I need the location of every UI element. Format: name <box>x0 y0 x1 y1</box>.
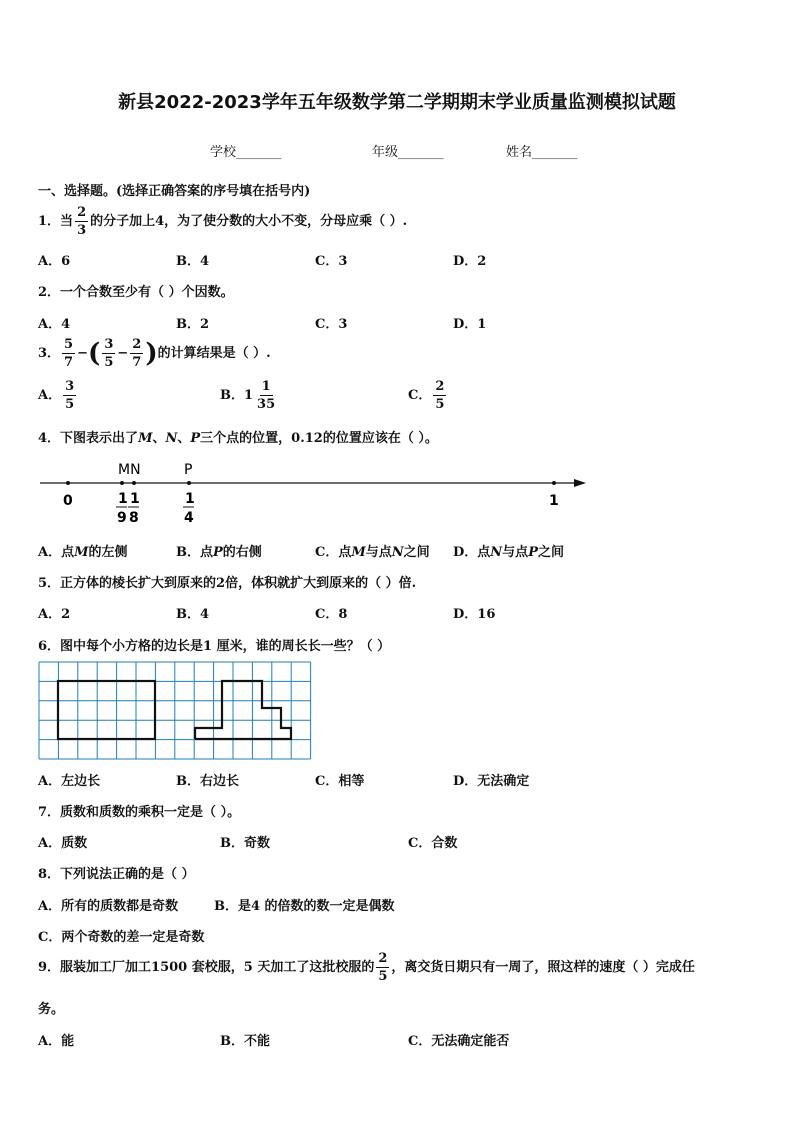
q3-b-num: 3 <box>104 337 114 352</box>
q8-option-b: B．是4 的倍数的数一定是偶数 <box>214 899 395 914</box>
q4-option-b-tail: 的右侧 <box>222 545 262 560</box>
tick-one-dot <box>552 481 556 485</box>
n-frac-den: 8 <box>129 510 139 526</box>
q4-text-a: 下图表示出了 <box>60 431 139 446</box>
point-n-dot <box>132 481 136 485</box>
q3-option-b-num: 1 <box>261 379 271 394</box>
q4-option-a-point: M <box>74 545 89 560</box>
p-frac-den: 4 <box>184 510 194 526</box>
q9-frac-num: 2 <box>378 951 388 966</box>
q4-text-b: 三个点的位置，0.12的位置应该在（ ）。 <box>200 431 438 446</box>
perimeter-grid-figure <box>38 660 312 760</box>
m-frac-den: 9 <box>117 510 127 526</box>
school-field: 学校_______ <box>210 145 282 160</box>
q9-continuation: 务。 <box>38 1002 65 1017</box>
tick-zero-dot <box>66 481 70 485</box>
q9-post: ，离交货日期只有一周了，照这样的速度（ ）完成任 <box>391 960 695 975</box>
q3-frac-b <box>102 338 115 369</box>
q4-option-b-point: P <box>213 545 223 560</box>
q3-post: 的计算结果是（ ）. <box>157 346 271 361</box>
q2-option-d: D．1 <box>453 317 487 332</box>
question-8: 8．下列说法正确的是（ ） <box>38 867 195 882</box>
q9-fraction <box>376 952 389 983</box>
q3-option-b-label: B． <box>220 388 244 403</box>
grid-lines <box>39 662 311 759</box>
q3-option-a <box>38 380 78 411</box>
section-heading: 一、选择题。(选择正确答案的序号填在括号内) <box>38 184 311 199</box>
q3-option-a-den: 5 <box>65 397 75 412</box>
q4-option-c-point-2: N <box>391 545 404 560</box>
q3-minus-2: − <box>117 346 129 361</box>
q3-option-a-fraction <box>63 380 76 411</box>
q1-option-a: A．6 <box>38 254 71 269</box>
left-rectangle <box>58 681 155 739</box>
number-line-figure <box>0 455 794 530</box>
q5-option-d: D．16 <box>453 607 496 622</box>
q3-option-b-whole: 1 <box>244 388 254 403</box>
q4-option-b <box>176 541 262 560</box>
q4-option-c-mid: 与点 <box>365 545 392 560</box>
tick-label-zero: 0 <box>63 493 73 509</box>
q4-point-p: P <box>190 431 201 446</box>
page-title: 新县2022-2023学年五年级数学第二学期期末学业质量监测模拟试题 <box>118 92 676 113</box>
q4-option-a <box>38 541 128 560</box>
q3-c-den: 7 <box>132 355 142 370</box>
q3-right-paren: ) <box>145 338 158 369</box>
q3-option-a-num: 3 <box>65 379 75 394</box>
point-m-dot <box>120 481 124 485</box>
q6-option-a: A．左边长 <box>38 774 101 789</box>
q6-option-d: D．无法确定 <box>453 774 530 789</box>
q2-option-a: A．4 <box>38 317 71 332</box>
q9-pre: 9．服装加工厂加工1500 套校服，5 天加工了这批校服的 <box>38 960 375 975</box>
q2-option-c: C．3 <box>315 317 348 332</box>
q3-a-num: 5 <box>64 337 74 352</box>
q4-point-n: N <box>165 431 178 446</box>
question-5: 5．正方体的棱长扩大到原来的2倍，体积就扩大到原来的（ ）倍. <box>38 576 417 591</box>
q3-option-b <box>220 380 279 411</box>
p-frac-num: 1 <box>185 491 195 507</box>
label-p: P <box>184 462 193 478</box>
q4-option-d-label: D．点 <box>453 545 491 560</box>
q4-option-c-label: C．点 <box>315 545 352 560</box>
number-line-arrow <box>574 479 586 487</box>
q2-option-b: B．2 <box>176 317 210 332</box>
q1-frac-num: 2 <box>77 205 87 220</box>
q1-fraction <box>75 206 88 237</box>
q4-option-b-label: B．点 <box>176 545 213 560</box>
q4-option-a-tail: 的左侧 <box>88 545 128 560</box>
q4-option-d-tail: 之间 <box>537 545 564 560</box>
q4-option-d <box>453 541 564 560</box>
q3-option-a-label: A． <box>38 388 62 403</box>
q3-option-b-den: 35 <box>257 397 276 412</box>
question-3 <box>38 338 271 369</box>
question-7: 7．质数和质数的乘积一定是（ ）。 <box>38 805 241 820</box>
q4-option-d-point-2: P <box>528 545 538 560</box>
m-frac-num: 1 <box>118 491 128 507</box>
n-frac-num: 1 <box>130 491 140 507</box>
q4-point-m: M <box>138 431 153 446</box>
q4-option-c <box>315 541 430 560</box>
point-p-dot <box>187 481 191 485</box>
q9-option-b: B．不能 <box>220 1034 270 1049</box>
q4-number: 4． <box>38 431 61 446</box>
q4-option-a-label: A．点 <box>38 545 75 560</box>
q4-option-d-point: N <box>490 545 503 560</box>
q1-option-c: C．3 <box>315 254 348 269</box>
question-2: 2．一个合数至少有（ ）个因数。 <box>38 285 234 300</box>
grade-field: 年级_______ <box>372 145 444 160</box>
question-6: 6．图中每个小方格的边长是1 厘米，谁的周长长一些？（ ） <box>38 639 391 654</box>
q7-option-b: B．奇数 <box>220 836 270 851</box>
q9-frac-den: 5 <box>378 969 388 984</box>
q1-post: 的分子加上4，为了使分数的大小不变，分母应乘（ ）. <box>90 214 408 229</box>
q3-c-num: 2 <box>132 337 142 352</box>
q3-frac-a <box>62 338 75 369</box>
label-mn: MN <box>118 462 141 478</box>
q5-option-b: B．4 <box>176 607 210 622</box>
q6-option-b: B．右边长 <box>176 774 239 789</box>
q3-option-b-fraction <box>255 380 277 411</box>
q6-option-c: C．相等 <box>315 774 365 789</box>
q3-option-c-den: 5 <box>435 397 445 412</box>
name-field: 姓名_______ <box>506 145 578 160</box>
q5-option-a: A．2 <box>38 607 71 622</box>
q8-option-a: A．所有的质数都是奇数 <box>38 899 179 914</box>
q3-option-c-label: C． <box>408 388 432 403</box>
q4-option-d-mid: 与点 <box>502 545 529 560</box>
q4-sep-2: 、 <box>177 431 191 446</box>
q3-minus-1: − <box>77 346 88 361</box>
q9-option-c: C．无法确定能否 <box>408 1034 510 1049</box>
q3-option-c <box>408 380 448 411</box>
q1-pre: 当 <box>60 214 74 229</box>
q1-option-d: D．2 <box>453 254 487 269</box>
q3-option-c-num: 2 <box>435 379 445 394</box>
q4-option-c-point: M <box>351 545 366 560</box>
q3-frac-c <box>130 338 143 369</box>
q4-sep-1: 、 <box>152 431 166 446</box>
q3-b-den: 5 <box>104 355 114 370</box>
q1-frac-den: 3 <box>77 223 87 238</box>
q3-a-den: 7 <box>64 355 74 370</box>
question-1 <box>38 206 407 237</box>
q3-number: 3． <box>38 346 61 361</box>
q7-option-a: A．质数 <box>38 836 88 851</box>
question-9 <box>38 952 695 983</box>
q7-option-c: C．合数 <box>408 836 458 851</box>
q3-left-paren: ( <box>88 338 101 369</box>
q1-option-b: B．4 <box>176 254 210 269</box>
q4-option-c-tail: 之间 <box>403 545 430 560</box>
right-shape <box>195 681 291 739</box>
q5-option-c: C．8 <box>315 607 348 622</box>
q3-option-c-fraction <box>433 380 446 411</box>
q9-option-a: A．能 <box>38 1034 75 1049</box>
q1-number: 1． <box>38 214 61 229</box>
tick-label-one: 1 <box>549 493 559 509</box>
q3-option-b-mixed <box>244 380 279 411</box>
q8-option-c: C．两个奇数的差一定是奇数 <box>38 930 205 945</box>
question-4 <box>38 427 438 446</box>
